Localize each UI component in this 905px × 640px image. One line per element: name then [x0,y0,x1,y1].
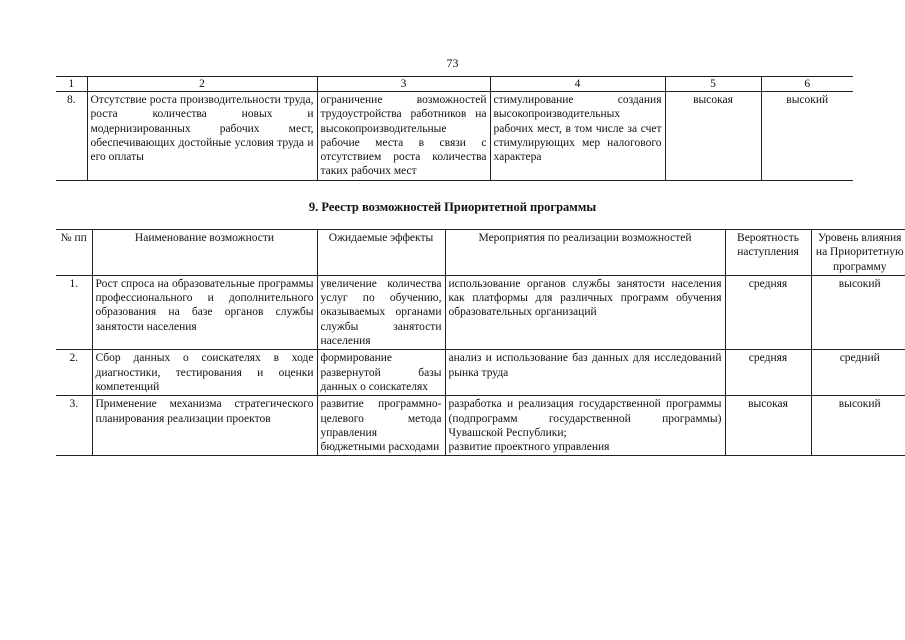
table-row [56,350,905,396]
header-name: Наименование возможности [92,230,317,276]
column-number: 4 [490,77,665,92]
continuation-risk-table [56,76,853,181]
opportunity-impact: средний [811,350,905,396]
opportunity-effects: развитие программно-целевого метода управления бюджетными расходами [317,396,445,456]
opportunity-impact: высокий [811,396,905,456]
header-num: № пп [56,230,92,276]
column-number: 6 [761,77,853,92]
risk-impact: высокий [761,92,853,181]
opportunity-effects: увеличение количества услуг по обучению, оказываемых органами службы занятости населения [317,275,445,349]
header-row [56,230,905,276]
opportunity-measures [445,396,725,456]
row-number: 3. [56,396,92,456]
opportunity-probability: высокая [725,396,811,456]
opportunity-probability: средняя [725,275,811,349]
row-number: 2. [56,350,92,396]
page-number: 73 [446,56,459,70]
opportunity-impact: высокий [811,275,905,349]
risk-measures: стимулирование создания высокопроизводительных рабочих мест, в том числе за счет стимулирующих мер налогового характера [490,92,665,181]
column-number: 5 [665,77,761,92]
opportunity-name: Рост спроса на образовательные программы профессионального и дополнительного образования на базе органов службы занятости населения [92,275,317,349]
risk-effects: ограничение возможностей трудоустройства работников на высокопроизводительные рабочие места в связи с отсутствием роста количества таких рабочих мест [317,92,490,181]
opportunity-measures: использование органов службы занятости населения как платформы для различных программ обучения образовательных организаций [445,275,725,349]
column-number-row [56,77,853,92]
header-effects: Ожидаемые эффекты [317,230,445,276]
column-number: 3 [317,77,490,92]
opportunity-name: Применение механизма стратегического планирования реализации проектов [92,396,317,456]
header-probability: Вероятность наступления [725,230,811,276]
table-row [56,92,853,181]
risk-name: Отсутствие роста производительности труда, роста количества новых и модернизированных рабочих мест, обеспечивающих достойные условия труда и его оплаты [87,92,317,181]
risk-probability: высокая [665,92,761,181]
header-impact: Уровень влияния на Приоритетную программу [811,230,905,276]
opportunities-registry-table [56,229,905,456]
opportunity-effects: формирование развернутой базы данных о соискателях [317,350,445,396]
opportunity-probability: средняя [725,350,811,396]
row-number: 8. [56,92,87,181]
header-measures: Мероприятия по реализации возможностей [445,230,725,276]
opportunity-name: Сбор данных о соискателях в ходе диагностики, тестирования и оценки компетенций [92,350,317,396]
measure-line: разработка и реализация государственной программы (подпрограмм государственной программы) Чувашской Республики; [448,398,722,439]
column-number: 1 [56,77,87,92]
table-row [56,275,905,349]
row-number: 1. [56,275,92,349]
opportunity-measures: анализ и использование баз данных для исследований рынка труда [445,350,725,396]
section-title: 9. Реестр возможностей Приоритетной программы [308,200,597,214]
table-row [56,396,905,456]
column-number: 2 [87,77,317,92]
measure-line: развитие проектного управления [448,441,610,454]
